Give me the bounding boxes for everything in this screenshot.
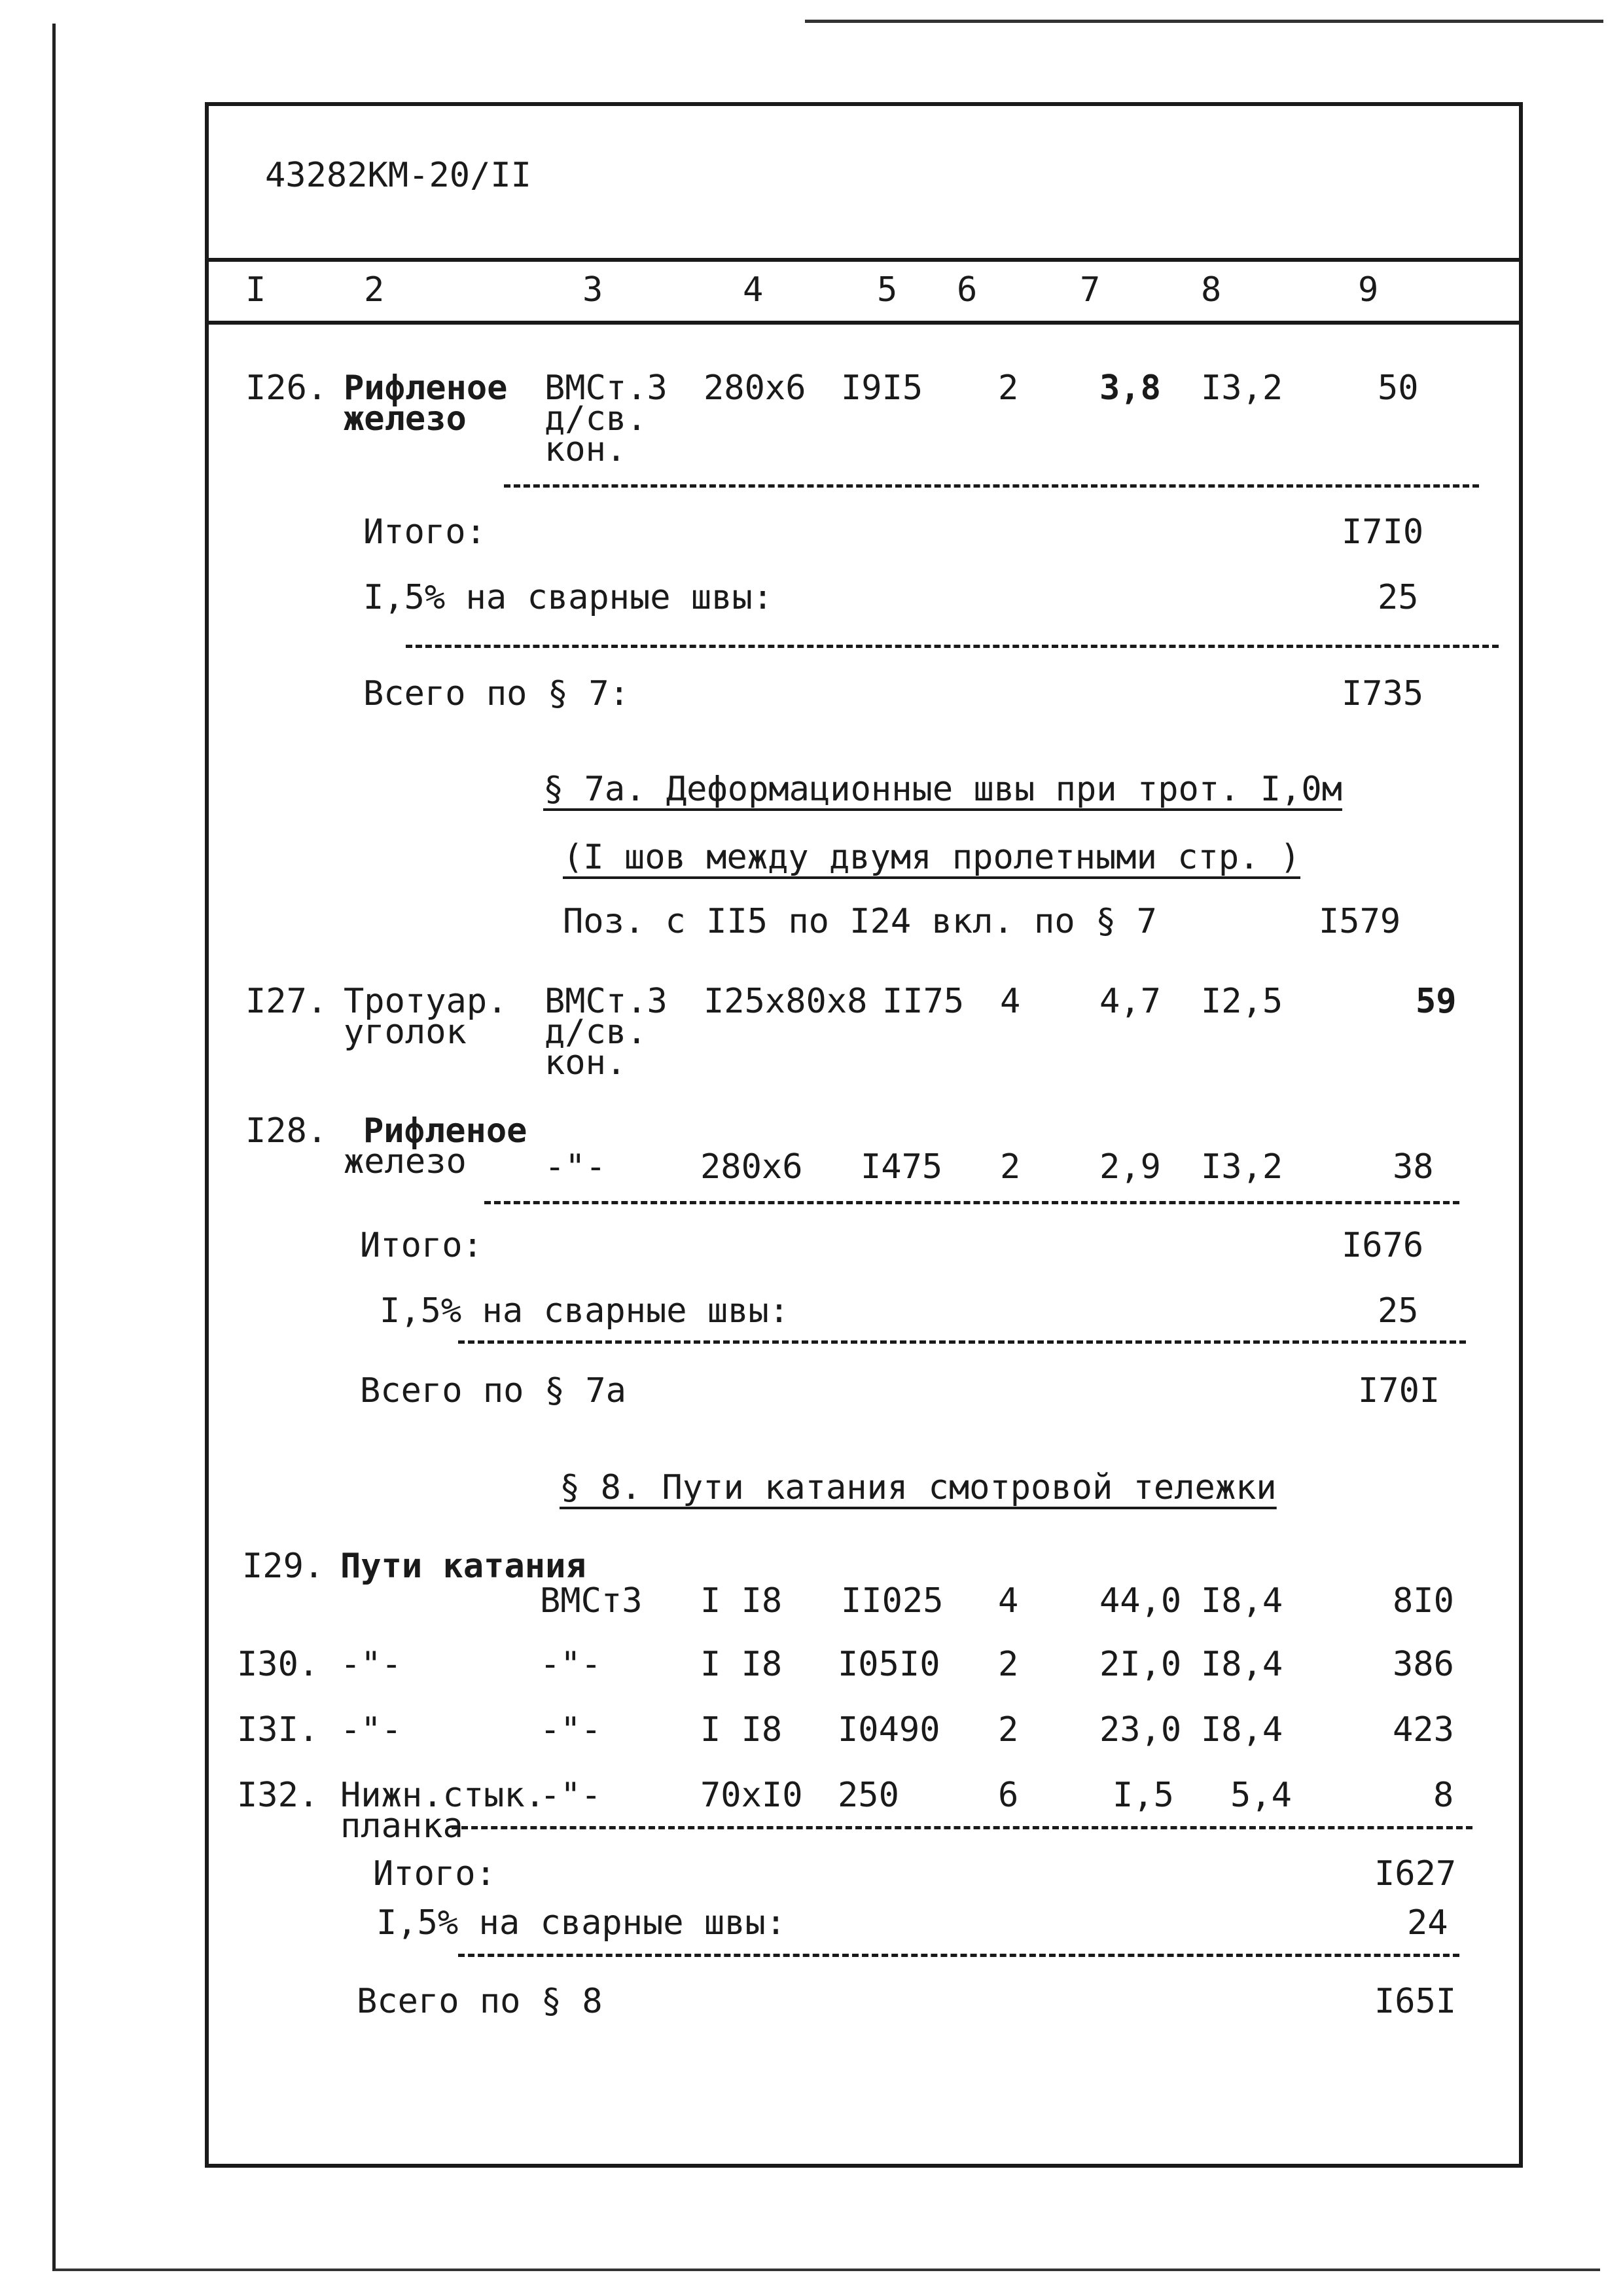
col-header-8: 8 bbox=[1201, 270, 1222, 310]
mass-per-meter: I3,2 bbox=[1201, 368, 1283, 408]
material: ВМСт3 bbox=[540, 1581, 643, 1621]
dashed-separator bbox=[504, 484, 1479, 488]
material-cont: кон. bbox=[544, 1043, 627, 1083]
length: II75 bbox=[882, 982, 965, 1021]
welds-label: I,5% на сварные швы: bbox=[376, 1903, 787, 1943]
count: 2 bbox=[998, 1710, 1019, 1749]
material: -"- bbox=[544, 1147, 606, 1187]
material: -"- bbox=[540, 1776, 601, 1815]
unit-mass: 4,7 bbox=[1099, 982, 1161, 1021]
item-name-cont: железо bbox=[344, 399, 467, 439]
material: -"- bbox=[540, 1645, 601, 1684]
length: I9I5 bbox=[841, 368, 923, 408]
unit-mass: 2I,0 bbox=[1099, 1645, 1182, 1684]
item-name: Рифленое bbox=[344, 368, 508, 408]
count: 6 bbox=[998, 1776, 1019, 1815]
scan-edge-line bbox=[805, 20, 1603, 23]
section-heading: § 7а. Деформационные швы при трот. I,0м bbox=[543, 770, 1342, 809]
unit-mass: 23,0 bbox=[1099, 1710, 1182, 1749]
subtotal-label: Итого: bbox=[360, 1226, 483, 1265]
document-code: 43282КМ-20/II bbox=[265, 156, 531, 195]
header-rule-bottom bbox=[205, 321, 1523, 325]
mass-per-meter: 5,4 bbox=[1230, 1776, 1292, 1815]
mass-per-meter: I8,4 bbox=[1201, 1581, 1283, 1621]
row-number: I28. bbox=[245, 1111, 328, 1151]
col-header-9: 9 bbox=[1358, 270, 1379, 310]
total-mass: 386 bbox=[1393, 1645, 1454, 1684]
item-name: -"- bbox=[340, 1710, 402, 1749]
profile: 280x6 bbox=[704, 368, 806, 408]
count: 4 bbox=[998, 1581, 1019, 1621]
row-number: I30. bbox=[237, 1645, 319, 1684]
unit-mass: I,5 bbox=[1113, 1776, 1174, 1815]
header-rule-top bbox=[205, 258, 1523, 262]
section-total-value: I70I bbox=[1358, 1371, 1440, 1410]
welds-value: 25 bbox=[1378, 578, 1419, 617]
col-header-5: 5 bbox=[877, 270, 898, 310]
subtotal-value: I7I0 bbox=[1342, 512, 1424, 552]
position-note-value: I579 bbox=[1319, 902, 1401, 941]
dashed-separator bbox=[458, 1340, 1466, 1344]
length: I05I0 bbox=[838, 1645, 940, 1684]
welds-label: I,5% на сварные швы: bbox=[380, 1291, 790, 1331]
count: 2 bbox=[1000, 1147, 1021, 1187]
col-header-2: 2 bbox=[364, 270, 385, 310]
profile: 70xI0 bbox=[700, 1776, 803, 1815]
mass-per-meter: I8,4 bbox=[1201, 1710, 1283, 1749]
material-cont: д/св. bbox=[544, 1013, 647, 1052]
mass-per-meter: I2,5 bbox=[1201, 982, 1283, 1021]
material: -"- bbox=[540, 1710, 601, 1749]
length: II025 bbox=[841, 1581, 944, 1621]
unit-mass: 44,0 bbox=[1099, 1581, 1182, 1621]
count: 2 bbox=[998, 1645, 1019, 1684]
material-cont: д/св. bbox=[544, 399, 647, 439]
subtotal-value: I627 bbox=[1374, 1854, 1457, 1893]
item-name-cont: планка bbox=[340, 1806, 463, 1846]
total-mass: 423 bbox=[1393, 1710, 1454, 1749]
col-header-7: 7 bbox=[1080, 270, 1101, 310]
profile: I25x80x8 bbox=[704, 982, 868, 1021]
total-mass: 50 bbox=[1378, 368, 1419, 408]
total-mass: 8 bbox=[1433, 1776, 1454, 1815]
profile: I I8 bbox=[700, 1645, 783, 1684]
unit-mass: 2,9 bbox=[1099, 1147, 1161, 1187]
section-total-value: I65I bbox=[1374, 1982, 1457, 2021]
mass-per-meter: I8,4 bbox=[1201, 1645, 1283, 1684]
total-mass: 38 bbox=[1393, 1147, 1434, 1187]
item-name: Рифленое bbox=[363, 1111, 527, 1151]
item-name: -"- bbox=[340, 1645, 402, 1684]
profile: 280x6 bbox=[700, 1147, 803, 1187]
count: 4 bbox=[1000, 982, 1021, 1021]
welds-label: I,5% на сварные швы: bbox=[363, 578, 774, 617]
total-mass: 8I0 bbox=[1393, 1581, 1454, 1621]
item-name: Нижн.стык. bbox=[340, 1776, 546, 1815]
length: I475 bbox=[861, 1147, 943, 1187]
length: I0490 bbox=[838, 1710, 940, 1749]
item-name-cont: уголок bbox=[344, 1013, 467, 1052]
welds-value: 24 bbox=[1407, 1903, 1448, 1943]
row-number: I3I. bbox=[237, 1710, 319, 1749]
profile: I I8 bbox=[700, 1710, 783, 1749]
item-name: Пути катания bbox=[340, 1547, 586, 1586]
material: ВМСт.3 bbox=[544, 368, 668, 408]
item-name-cont: железо bbox=[344, 1142, 467, 1181]
unit-mass: 3,8 bbox=[1099, 368, 1161, 408]
col-header-6: 6 bbox=[957, 270, 978, 310]
dashed-separator bbox=[458, 1954, 1459, 1957]
section-total-label: Всего по § 7: bbox=[363, 674, 630, 713]
dashed-separator bbox=[406, 645, 1499, 648]
subtotal-label: Итого: bbox=[373, 1854, 496, 1893]
mass-per-meter: I3,2 bbox=[1201, 1147, 1283, 1187]
section-heading: § 8. Пути катания смотровой тележки bbox=[560, 1468, 1277, 1507]
dashed-separator bbox=[484, 1201, 1459, 1204]
col-header-3: 3 bbox=[582, 270, 603, 310]
section-total-label: Всего по § 8 bbox=[357, 1982, 603, 2021]
subtotal-value: I676 bbox=[1342, 1226, 1424, 1265]
profile: I I8 bbox=[700, 1581, 783, 1621]
material: ВМСт.3 bbox=[544, 982, 668, 1021]
row-number: I32. bbox=[237, 1776, 319, 1815]
count: 2 bbox=[998, 368, 1019, 408]
row-number: I29. bbox=[242, 1547, 325, 1586]
item-name: Тротуар. bbox=[344, 982, 508, 1021]
subtotal-label: Итого: bbox=[363, 512, 486, 552]
row-number: I27. bbox=[245, 982, 328, 1021]
total-mass: 59 bbox=[1416, 982, 1457, 1021]
position-note: Поз. с II5 по I24 вкл. по § 7 bbox=[563, 902, 1157, 941]
material-cont: кон. bbox=[544, 430, 627, 469]
section-total-label: Всего по § 7а bbox=[360, 1371, 626, 1410]
col-header-4: 4 bbox=[743, 270, 764, 310]
row-number: I26. bbox=[245, 368, 328, 408]
dashed-separator bbox=[452, 1826, 1472, 1829]
section-total-value: I735 bbox=[1342, 674, 1424, 713]
col-header-1: I bbox=[245, 270, 266, 310]
section-subheading: (I шов между двумя пролетными стр. ) bbox=[563, 838, 1301, 877]
length: 250 bbox=[838, 1776, 899, 1815]
welds-value: 25 bbox=[1378, 1291, 1419, 1331]
